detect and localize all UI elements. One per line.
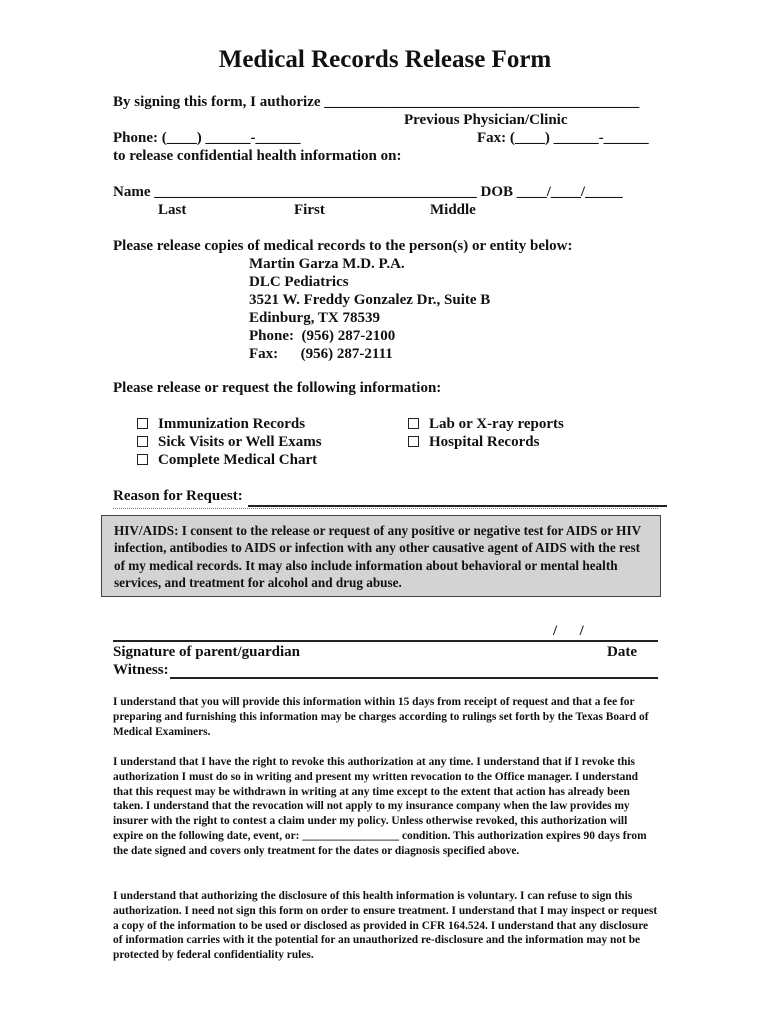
- checkbox[interactable]: [137, 454, 148, 465]
- phone-field[interactable]: Phone: (____) ______-______: [113, 130, 301, 146]
- option-sick-visits[interactable]: [137, 433, 322, 451]
- recipient-phone: Phone: (956) 287-2100: [249, 328, 396, 344]
- physician-clinic-field[interactable]: __________________________________________: [324, 94, 640, 110]
- disclosure-paragraph-3: I understand that authorizing the disclosure of this health information is voluntary. I can refuse to sign this authorization. I need not sign this form on order to ensure treatment. I understand that I may inspect or request a copy of the information to be used or disclosed as provided in CFR 164.524. I understand that any disclosure of information carries with it the potential for an unauthorized re-disclosure and the information may not be protected by federal confidentiality rules.: [113, 890, 658, 962]
- request-intro: Please release or request the following information:: [113, 380, 442, 396]
- checkbox[interactable]: [137, 418, 148, 429]
- middle-name-label: Middle: [430, 202, 476, 218]
- disclosure-paragraph-1: I understand that you will provide this information within 15 days from receipt of request and that a fee for preparing and furnishing this information may be charges according to rulings set forth by the Texas Board of Medical Examiners.: [113, 696, 649, 738]
- option-label: Immunization Records: [158, 416, 306, 432]
- recipient-fax: Fax: (956) 287-2111: [249, 346, 393, 362]
- option-label: Sick Visits or Well Exams: [158, 434, 322, 450]
- name-dob-field[interactable]: Name ___________________________________________ DOB ____/____/_____: [113, 184, 623, 200]
- authorize-prefix: By signing this form, I authorize: [113, 94, 325, 110]
- option-label: Lab or X-ray reports: [429, 416, 564, 432]
- checkbox[interactable]: [137, 436, 148, 447]
- option-immunization-records[interactable]: [137, 415, 305, 433]
- signature-label: Signature of parent/guardian: [113, 644, 300, 660]
- recipient-intro: Please release copies of medical records to the person(s) or entity below:: [113, 238, 573, 254]
- checkbox[interactable]: [408, 418, 419, 429]
- reason-field[interactable]: [248, 505, 667, 507]
- option-label: Hospital Records: [429, 434, 540, 450]
- last-name-label: Last: [158, 202, 187, 218]
- authorize-line: [113, 93, 639, 111]
- fax-field[interactable]: Fax: (____) ______-______: [477, 130, 649, 146]
- recipient-city: Edinburg, TX 78539: [249, 310, 381, 326]
- date-label: Date: [607, 644, 637, 660]
- physician-clinic-sublabel: Previous Physician/Clinic: [404, 112, 568, 128]
- option-complete-chart[interactable]: [137, 451, 317, 469]
- hiv-notice: HIV/AIDS: I consent to the release or request of any positive or negative test for AIDS or HIV infection, antibodies to AIDS or infection with any other causative agent of AIDS with the rest of my medical records. It may also include information about behavioral or mental health services, and treatment for alcohol and drug abuse.: [101, 515, 661, 597]
- recipient-street: 3521 W. Freddy Gonzalez Dr., Suite B: [249, 292, 491, 308]
- checkbox[interactable]: [408, 436, 419, 447]
- witness-label: Witness:: [113, 662, 169, 678]
- recipient-name: Martin Garza M.D. P.A.: [249, 256, 405, 272]
- option-label: Complete Medical Chart: [158, 452, 318, 468]
- first-name-label: First: [294, 202, 325, 218]
- form-title: Medical Records Release Form: [218, 46, 552, 73]
- release-line: to release confidential health information on:: [113, 148, 402, 164]
- signature-line[interactable]: [113, 640, 658, 642]
- option-lab-xray[interactable]: [408, 415, 564, 433]
- disclosure-paragraph-2: I understand that I have the right to revoke this authorization at any time. I understand that if I revoke this authorization I must do so in writing and present my written revocation to the Office manager. I understand that this request may be withdrawn in writing at any time except to the extent that action has already been taken. I understand that the revocation will not apply to my insurance company when the law provides my insurer with the right to contest a claim under my policy. Unless otherwise revoked, this authorization will expire on the following date, event, or: _________________ condition. This authorization expires 90 days from the date signed and covers only treatment for the dates or diagnosis specified above.: [113, 756, 647, 857]
- recipient-practice: DLC Pediatrics: [249, 274, 349, 290]
- divider: [113, 508, 658, 509]
- option-hospital-records[interactable]: [408, 433, 539, 451]
- date-slashes: / /: [553, 623, 584, 639]
- witness-line[interactable]: [170, 677, 658, 679]
- reason-label: Reason for Request:: [113, 488, 243, 504]
